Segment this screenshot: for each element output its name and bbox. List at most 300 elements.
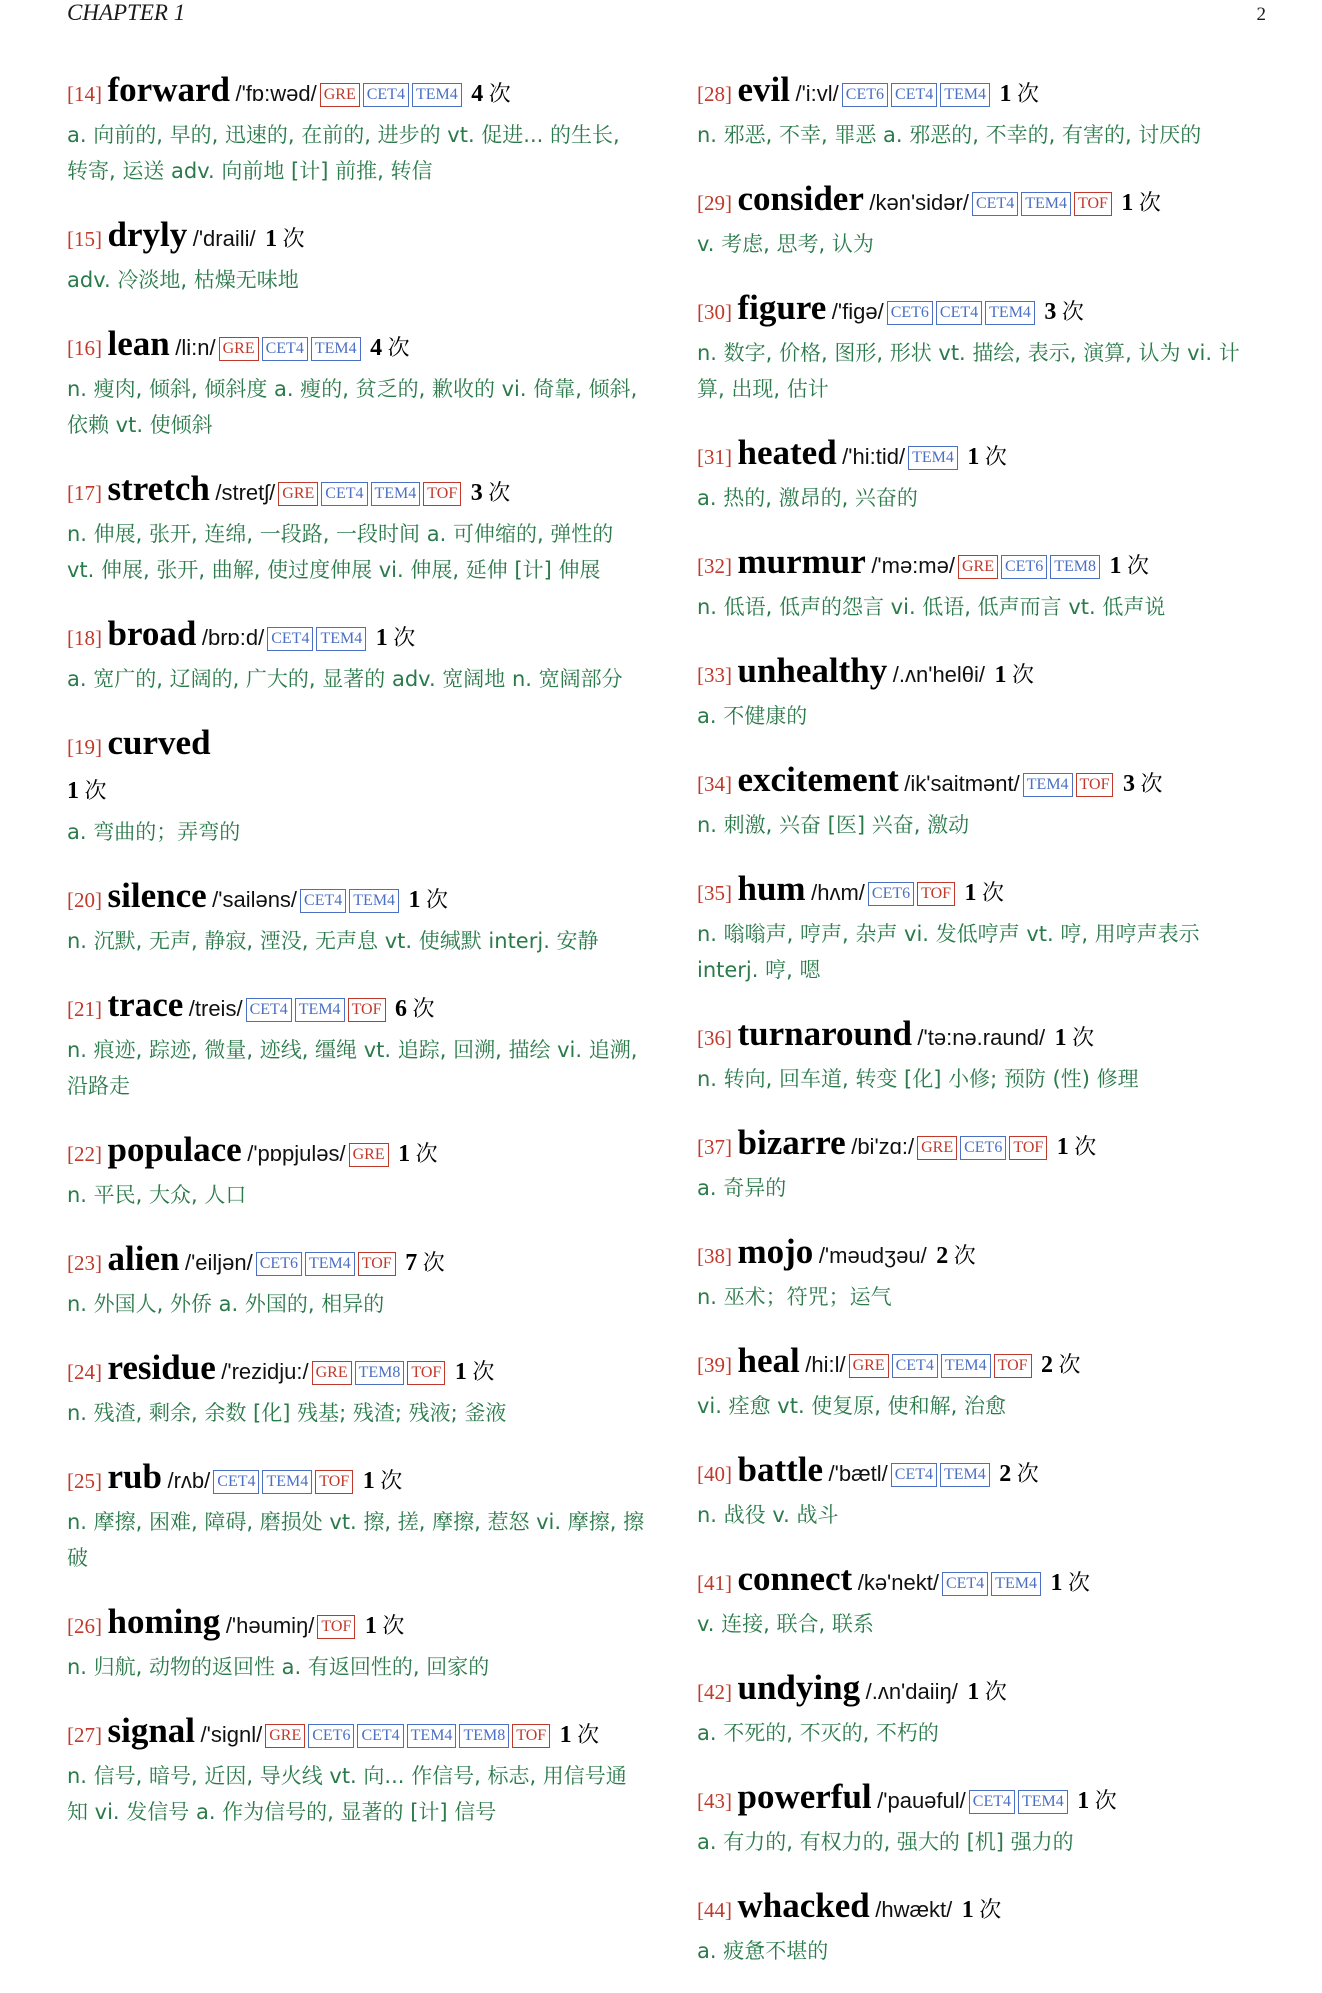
- entry-phonetic: /hʌm/: [811, 880, 865, 905]
- entry-head: [67, 1709, 647, 1758]
- entry-phonetic: /kə'nekt/: [857, 1570, 939, 1595]
- entry-count: 2: [936, 1243, 949, 1269]
- entry-index: [26]: [67, 1614, 102, 1638]
- entry-definition: a. 有力的, 有权力的, 强大的 [机] 强力的: [697, 1830, 1074, 1854]
- count-unit: 次: [488, 82, 511, 107]
- entry-count: 1: [999, 81, 1012, 107]
- entry-definition: n. 低语, 低声的怨言 vi. 低语, 低声而言 vt. 低声说: [697, 595, 1166, 619]
- entry-word: curved: [107, 723, 211, 762]
- entry-index: [14]: [67, 82, 102, 106]
- count-unit: 次: [1138, 191, 1161, 216]
- entry-word: silence: [107, 876, 207, 915]
- count-unit: 次: [982, 881, 1005, 906]
- entry-word: broad: [107, 614, 197, 653]
- entry-count: 1: [67, 778, 79, 804]
- entry-word: stretch: [107, 469, 210, 508]
- entry-count: 4: [471, 81, 484, 107]
- entry-count: 1: [1054, 1025, 1067, 1051]
- exam-tag-tem4: TEM4: [985, 301, 1035, 325]
- entry-index: [35]: [697, 881, 732, 905]
- entry-head: [697, 1775, 1267, 1824]
- entry-definition: n. 转向, 回车道, 转变 [化] 小修; 预防 (性) 修理: [697, 1067, 1139, 1091]
- entry-index: [18]: [67, 626, 102, 650]
- entry-index: [20]: [67, 888, 102, 912]
- count-unit: 次: [488, 481, 511, 506]
- entry-head: [697, 68, 1267, 117]
- count-unit: 次: [577, 1723, 600, 1748]
- vocab-entry: [697, 177, 1267, 262]
- entry-count: 1: [265, 226, 278, 252]
- page-header: [67, 0, 1266, 30]
- entry-word: trace: [107, 985, 184, 1024]
- vocab-entry: [67, 1346, 647, 1431]
- vocab-entry: [67, 983, 647, 1104]
- exam-tag-cet4: CET4: [892, 1354, 938, 1378]
- exam-tag-tem4: TEM4: [908, 446, 958, 470]
- entry-count: 1: [967, 1679, 980, 1705]
- entry-definition: n. 残渣, 剩余, 余数 [化] 残基; 残渣; 残液; 釜液: [67, 1401, 507, 1425]
- page-number: 2: [1256, 4, 1266, 25]
- exam-tag-tof: TOF: [358, 1252, 396, 1276]
- count-unit: 次: [1140, 772, 1163, 797]
- entry-phonetic: /bi'zɑ:/: [851, 1134, 915, 1159]
- vocab-entry: [67, 213, 647, 298]
- entry-phonetic: /'həumiŋ/: [225, 1613, 315, 1638]
- exam-tag-tem8: TEM8: [1050, 555, 1100, 579]
- exam-tag-cet6: CET6: [887, 301, 933, 325]
- entry-phonetic: /li:n/: [175, 335, 216, 360]
- entry-phonetic: /'i:vl/: [795, 81, 839, 106]
- entry-definition: n. 摩擦, 困难, 障碍, 磨损处 vt. 擦, 搓, 摩擦, 惹怒 vi. 摩擦, 擦破: [67, 1510, 645, 1570]
- entry-phonetic: /'rezidju:/: [221, 1359, 309, 1384]
- exam-tag-tof: TOF: [512, 1724, 550, 1748]
- entry-definition: a. 不死的, 不灭的, 不朽的: [697, 1721, 939, 1745]
- exam-tag-tof: TOF: [348, 998, 386, 1022]
- exam-tag-cet4: CET4: [972, 192, 1018, 216]
- entry-head: [67, 1600, 647, 1649]
- entry-word: whacked: [737, 1886, 870, 1925]
- vocab-entry: [67, 874, 647, 959]
- entry-head: [697, 649, 1267, 698]
- entry-index: [21]: [67, 997, 102, 1021]
- exam-tag-cet4: CET4: [246, 998, 292, 1022]
- entry-head: [697, 431, 1267, 480]
- exam-tag-tof: TOF: [317, 1615, 355, 1639]
- exam-tag-cet4: CET4: [363, 83, 409, 107]
- exam-tag-cet4: CET4: [300, 889, 346, 913]
- exam-tag-cet6: CET6: [960, 1136, 1006, 1160]
- entry-word: mojo: [737, 1232, 814, 1271]
- exam-tag-tof: TOF: [1009, 1136, 1047, 1160]
- exam-tag-tem4: TEM4: [1023, 773, 1073, 797]
- entry-head: [697, 177, 1267, 226]
- entry-definition: n. 信号, 暗号, 近因, 导火线 vt. 向... 作信号, 标志, 用信号通知 vi. 发信号 a. 作为信号的, 显著的 [计] 信号: [67, 1764, 627, 1824]
- count-unit: 次: [984, 445, 1007, 470]
- exam-tag-cet4: CET4: [267, 627, 313, 651]
- entry-phonetic: /'pauəful/: [877, 1788, 966, 1813]
- entry-count: 6: [395, 996, 407, 1022]
- exam-tag-tem4: TEM4: [940, 1463, 990, 1487]
- entry-index: [29]: [697, 191, 732, 215]
- exam-tag-tem4: TEM4: [1018, 1790, 1068, 1814]
- exam-tag-gre: GRE: [219, 337, 259, 361]
- vocab-entry: [697, 540, 1267, 625]
- count-unit: 次: [1061, 300, 1084, 325]
- count-unit: 次: [1017, 82, 1040, 107]
- entry-phonetic: /'tə:nə.raund/: [917, 1025, 1046, 1050]
- vocab-entry: [697, 1557, 1267, 1642]
- count-unit: 次: [953, 1244, 976, 1269]
- exam-tag-cet4: CET4: [942, 1572, 988, 1596]
- exam-tag-gre: GRE: [958, 555, 998, 579]
- entry-index: [32]: [697, 554, 732, 578]
- vocab-entry: [67, 467, 647, 588]
- entry-index: [27]: [67, 1723, 102, 1747]
- entry-index: [25]: [67, 1469, 102, 1493]
- entry-head: [67, 874, 647, 923]
- count-unit: 次: [1072, 1026, 1095, 1051]
- entry-word: heal: [737, 1341, 800, 1380]
- exam-tag-cet4: CET4: [321, 482, 367, 506]
- entry-definition: a. 弯曲的；弄弯的: [67, 820, 241, 844]
- entry-definition: n. 伸展, 张开, 连绵, 一段路, 一段时间 a. 可伸缩的, 弹性的 vt. 伸展, 张开, 曲解, 使过度伸展 vi. 伸展, 延伸 [计] 伸展: [67, 522, 614, 582]
- count-unit: 次: [1126, 554, 1149, 579]
- entry-word: consider: [737, 179, 864, 218]
- exam-tag-tem4: TEM4: [1021, 192, 1071, 216]
- entry-phonetic: /treis/: [188, 996, 243, 1021]
- exam-tag-cet6: CET6: [256, 1252, 302, 1276]
- exam-tag-gre: GRE: [349, 1143, 389, 1167]
- entry-count: 1: [1109, 553, 1122, 579]
- vocab-entry: [67, 1128, 647, 1213]
- count-unit: 次: [1074, 1135, 1097, 1160]
- entry-word: connect: [737, 1559, 853, 1598]
- entry-word: signal: [107, 1711, 196, 1750]
- entry-index: [38]: [697, 1244, 732, 1268]
- entry-index: [31]: [697, 445, 732, 469]
- entry-phonetic: /'mə:mə/: [871, 553, 955, 578]
- entry-word: rub: [107, 1457, 162, 1496]
- exam-tag-cet4: CET4: [891, 83, 937, 107]
- vocab-entry: [697, 1339, 1267, 1424]
- exam-tag-cet6: CET6: [1001, 555, 1047, 579]
- entry-count: 1: [362, 1468, 375, 1494]
- exam-tag-gre: GRE: [312, 1361, 352, 1385]
- entry-word: unhealthy: [737, 651, 888, 690]
- exam-tag-tem4: TEM4: [262, 1470, 312, 1494]
- entry-count: 1: [364, 1613, 377, 1639]
- vocab-entry: [697, 1666, 1267, 1751]
- count-unit: 次: [84, 779, 107, 804]
- exam-tag-tof: TOF: [1076, 773, 1114, 797]
- entry-phonetic: /'bætl/: [828, 1461, 888, 1486]
- vocab-entry: [697, 68, 1267, 153]
- exam-tag-tof: TOF: [423, 482, 461, 506]
- count-unit: 次: [380, 1469, 403, 1494]
- entry-definition: n. 刺激, 兴奋 [医] 兴奋, 激动: [697, 813, 970, 837]
- entry-index: [39]: [697, 1353, 732, 1377]
- entry-head: [67, 213, 647, 262]
- exam-tag-gre: GRE: [917, 1136, 957, 1160]
- entry-head: [67, 983, 647, 1032]
- entry-index: [16]: [67, 336, 102, 360]
- exam-tag-cet4: CET4: [213, 1470, 259, 1494]
- entry-phonetic: /ik'saitmənt/: [904, 771, 1020, 796]
- entry-definition: a. 宽广的, 辽阔的, 广大的, 显著的 adv. 宽阔地 n. 宽阔部分: [67, 667, 623, 691]
- count-unit: 次: [393, 626, 416, 651]
- exam-tag-tof: TOF: [994, 1354, 1032, 1378]
- entry-definition: adv. 冷淡地, 枯燥无味地: [67, 268, 299, 292]
- entry-head: [67, 612, 647, 661]
- count-unit: 次: [984, 1680, 1007, 1705]
- exam-tag-cet4: CET4: [969, 1790, 1015, 1814]
- entry-word: alien: [107, 1239, 180, 1278]
- entry-index: [41]: [697, 1571, 732, 1595]
- count-unit: 次: [382, 1614, 405, 1639]
- entry-phonetic: /'pɒpjuləs/: [247, 1141, 346, 1166]
- exam-tag-cet4: CET4: [936, 301, 982, 325]
- entry-definition: vi. 痊愈 vt. 使复原, 使和解, 治愈: [697, 1394, 1007, 1418]
- exam-tag-tem4: TEM4: [412, 83, 462, 107]
- exam-tag-tem4: TEM4: [349, 889, 399, 913]
- entry-head: [697, 1121, 1267, 1170]
- vocab-entry: [697, 431, 1267, 516]
- entry-word: turnaround: [737, 1014, 912, 1053]
- entry-word: populace: [107, 1130, 242, 1169]
- entry-phonetic: /'sailəns/: [212, 887, 298, 912]
- count-unit: 次: [415, 1142, 438, 1167]
- entry-definition: n. 痕迹, 踪迹, 微量, 迹线, 缰绳 vt. 追踪, 回溯, 描绘 vi. 追溯, 沿路走: [67, 1038, 638, 1098]
- entry-head: [67, 1237, 647, 1286]
- entry-count: 2: [1041, 1352, 1054, 1378]
- entry-head: [67, 1346, 647, 1395]
- count-unit: 次: [422, 1251, 445, 1276]
- entry-definition: n. 嗡嗡声, 哼声, 杂声 vi. 发低哼声 vt. 哼, 用哼声表示 interj. 哼, 嗯: [697, 922, 1200, 982]
- chapter-label: CHAPTER 1: [67, 0, 186, 25]
- exam-tag-tem4: TEM4: [940, 83, 990, 107]
- entry-phonetic: /stretʃ/: [215, 480, 276, 505]
- exam-tag-tem4: TEM4: [371, 482, 421, 506]
- entry-phonetic: /.ʌn'helθi/: [892, 662, 986, 687]
- entry-definition: v. 连接, 联合, 联系: [697, 1612, 874, 1636]
- exam-tag-tem4: TEM4: [316, 627, 366, 651]
- exam-tag-cet6: CET6: [308, 1724, 354, 1748]
- entry-definition: n. 归航, 动物的返回性 a. 有返回性的, 回家的: [67, 1655, 490, 1679]
- entry-count: 3: [1122, 771, 1135, 797]
- count-unit: 次: [1094, 1789, 1117, 1814]
- entry-definition: a. 疲惫不堪的: [697, 1939, 829, 1963]
- entry-index: [24]: [67, 1360, 102, 1384]
- entry-index: [42]: [697, 1680, 732, 1704]
- entry-index: [44]: [697, 1898, 732, 1922]
- exam-tag-cet6: CET6: [868, 882, 914, 906]
- entry-count: 7: [405, 1250, 418, 1276]
- count-unit: 次: [1016, 1462, 1039, 1487]
- entry-index: [33]: [697, 663, 732, 687]
- entry-head: [697, 540, 1267, 589]
- entry-head: [67, 322, 647, 371]
- vocab-entry: [67, 68, 647, 189]
- entry-word: lean: [107, 324, 170, 363]
- entry-head: [697, 1884, 1267, 1933]
- entry-definition: n. 巫术；符咒；运气: [697, 1285, 892, 1309]
- count-unit: 次: [412, 997, 435, 1022]
- vocab-entry: [67, 612, 647, 697]
- count-unit: 次: [1058, 1353, 1081, 1378]
- vocab-entry: [697, 867, 1267, 988]
- exam-tag-tem4: TEM4: [407, 1724, 457, 1748]
- exam-tag-tem4: TEM4: [991, 1572, 1041, 1596]
- vocab-entry: [697, 1448, 1267, 1533]
- entry-head: [697, 1666, 1267, 1715]
- count-unit: 次: [1067, 1571, 1090, 1596]
- entry-head: [67, 68, 647, 117]
- entry-head: [697, 867, 1267, 916]
- entry-count: 1: [559, 1722, 572, 1748]
- entry-definition: n. 平民, 大众, 人口: [67, 1183, 247, 1207]
- exam-tag-tem4: TEM4: [305, 1252, 355, 1276]
- vocab-entry: [697, 286, 1267, 407]
- entry-head: [67, 1128, 647, 1177]
- entry-phonetic: /'fɒ:wəd/: [235, 81, 317, 106]
- exam-tag-gre: GRE: [278, 482, 318, 506]
- vocab-entry: [67, 1600, 647, 1685]
- vocabulary-columns: [67, 68, 1267, 1993]
- entry-head: [67, 467, 647, 516]
- entry-word: excitement: [737, 760, 899, 799]
- exam-tag-gre: GRE: [320, 83, 360, 107]
- entry-head: [697, 1448, 1267, 1497]
- entry-count: 3: [470, 480, 483, 506]
- entry-phonetic: /'signl/: [200, 1722, 263, 1747]
- exam-tag-tem8: TEM8: [355, 1361, 405, 1385]
- vocab-entry: [697, 758, 1267, 843]
- entry-word: evil: [737, 70, 790, 109]
- exam-tag-cet6: CET6: [842, 83, 888, 107]
- entry-count: 1: [408, 887, 421, 913]
- entry-count: 1: [1121, 190, 1134, 216]
- entry-word: undying: [737, 1668, 861, 1707]
- entry-word: figure: [737, 288, 827, 327]
- entry-definition: a. 不健康的: [697, 704, 808, 728]
- entry-index: [30]: [697, 300, 732, 324]
- entry-phonetic: /.ʌn'daiiŋ/: [865, 1679, 958, 1704]
- vocab-entry: [67, 322, 647, 443]
- exam-tag-cet4: CET4: [357, 1724, 403, 1748]
- entry-definition: n. 沉默, 无声, 静寂, 湮没, 无声息 vt. 使缄默 interj. 安静: [67, 929, 599, 953]
- entry-word: murmur: [737, 542, 866, 581]
- entry-head: [67, 1455, 647, 1504]
- count-unit: 次: [1012, 663, 1035, 688]
- entry-head: [697, 1339, 1267, 1388]
- exam-tag-tof: TOF: [315, 1470, 353, 1494]
- entry-count: 1: [994, 662, 1007, 688]
- exam-tag-tem4: TEM4: [941, 1354, 991, 1378]
- exam-tag-gre: GRE: [849, 1354, 889, 1378]
- entry-word: forward: [107, 70, 230, 109]
- entry-definition: a. 向前的, 早的, 迅速的, 在前的, 进步的 vt. 促进... 的生长, 转寄, 运送 adv. 向前地 [计] 前推, 转信: [67, 123, 620, 183]
- exam-tag-tof: TOF: [917, 882, 955, 906]
- entry-head: [697, 1012, 1267, 1061]
- vocab-entry: [697, 1012, 1267, 1097]
- entry-phonetic: /'eiljən/: [184, 1250, 253, 1275]
- entry-index: [28]: [697, 82, 732, 106]
- vocab-entry: [67, 721, 647, 850]
- entry-definition: n. 数字, 价格, 图形, 形状 vt. 描绘, 表示, 演算, 认为 vi. 计算, 出现, 估计: [697, 341, 1240, 401]
- entry-index: [17]: [67, 481, 102, 505]
- vocab-entry: [697, 649, 1267, 734]
- exam-tag-tof: TOF: [407, 1361, 445, 1385]
- entry-phonetic: /hwækt/: [875, 1897, 953, 1922]
- entry-count: 1: [961, 1897, 974, 1923]
- entry-count: 1: [1050, 1570, 1063, 1596]
- entry-count: 1: [967, 444, 980, 470]
- entry-word: hum: [737, 869, 806, 908]
- exam-tag-cet4: CET4: [262, 337, 308, 361]
- exam-tag-tem4: TEM4: [311, 337, 361, 361]
- entry-definition: n. 外国人, 外侨 a. 外国的, 相异的: [67, 1292, 385, 1316]
- entry-word: bizarre: [737, 1123, 846, 1162]
- entry-index: [22]: [67, 1142, 102, 1166]
- left-column: [67, 68, 647, 1993]
- entry-count: 4: [370, 335, 383, 361]
- entry-phonetic: /'figə/: [831, 299, 884, 324]
- entry-count: 1: [1077, 1788, 1090, 1814]
- entry-count: 2: [999, 1461, 1012, 1487]
- entry-index: [23]: [67, 1251, 102, 1275]
- entry-definition: a. 奇异的: [697, 1176, 787, 1200]
- entry-count: 1: [398, 1141, 411, 1167]
- entry-word: homing: [107, 1602, 221, 1641]
- vocab-entry: [697, 1775, 1267, 1860]
- exam-tag-cet4: CET4: [891, 1463, 937, 1487]
- entry-head: [697, 758, 1267, 807]
- entry-phonetic: /rʌb/: [167, 1468, 211, 1493]
- vocab-entry: [697, 1230, 1267, 1315]
- entry-count: 1: [454, 1359, 467, 1385]
- entry-count: 3: [1044, 299, 1057, 325]
- entry-phonetic: /brɒ:d/: [201, 625, 265, 650]
- entry-phonetic: /kən'sidər/: [869, 190, 969, 215]
- entry-head: [697, 1557, 1267, 1606]
- entry-count: 1: [964, 880, 977, 906]
- exam-tag-tof: TOF: [1074, 192, 1112, 216]
- count-unit: 次: [426, 888, 449, 913]
- count-unit: 次: [387, 336, 410, 361]
- entry-definition: n. 瘦肉, 倾斜, 倾斜度 a. 瘦的, 贫乏的, 歉收的 vi. 倚靠, 倾斜, 依赖 vt. 使倾斜: [67, 377, 638, 437]
- entry-definition: n. 战役 v. 战斗: [697, 1503, 839, 1527]
- exam-tag-gre: GRE: [265, 1724, 305, 1748]
- entry-index: [40]: [697, 1462, 732, 1486]
- entry-index: [36]: [697, 1026, 732, 1050]
- entry-definition: n. 邪恶, 不幸, 罪恶 a. 邪恶的, 不幸的, 有害的, 讨厌的: [697, 123, 1202, 147]
- entry-word: heated: [737, 433, 837, 472]
- vocab-entry: [697, 1884, 1267, 1969]
- vocab-entry: [67, 1455, 647, 1576]
- entry-index: [37]: [697, 1135, 732, 1159]
- entry-word: powerful: [737, 1777, 872, 1816]
- entry-word: battle: [737, 1450, 824, 1489]
- count-unit: 次: [472, 1360, 495, 1385]
- entry-phonetic: /'hi:tid/: [842, 444, 906, 469]
- entry-definition: a. 热的, 激昂的, 兴奋的: [697, 486, 918, 510]
- entry-head: [697, 286, 1267, 335]
- entry-word: residue: [107, 1348, 216, 1387]
- entry-phonetic: /'draili/: [192, 226, 256, 251]
- entry-word: dryly: [107, 215, 188, 254]
- entry-count: 1: [1056, 1134, 1069, 1160]
- count-unit: 次: [979, 1898, 1002, 1923]
